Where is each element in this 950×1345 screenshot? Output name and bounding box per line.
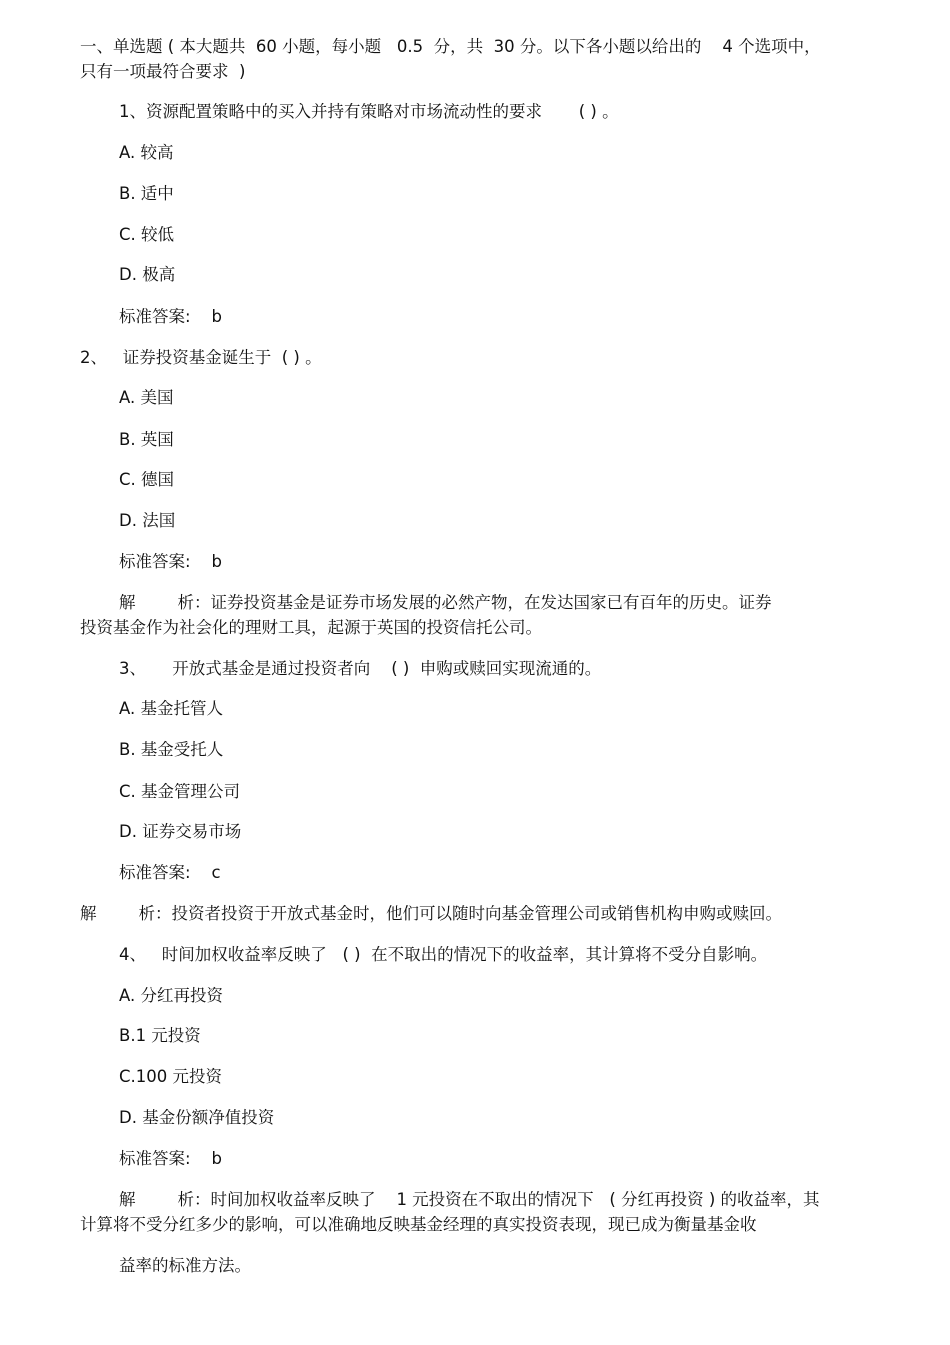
question-2-option-c: C. 德国	[119, 470, 175, 489]
question-3-analysis: 解 析：投资者投资于开放式基金时，他们可以随时向基金管理公司或销售机构申购或赎回。	[80, 904, 782, 923]
question-1-option-b: B. 适中	[119, 184, 174, 203]
question-4-option-a: A. 分红再投资	[119, 986, 223, 1005]
question-3-option-a: A. 基金托管人	[119, 699, 223, 718]
question-4-analysis-end: 益率的标准方法。	[119, 1256, 251, 1275]
question-4-option-c: C.100 元投资	[119, 1067, 223, 1086]
question-4-option-d: D. 基金份额净值投资	[119, 1108, 275, 1127]
question-4-answer: 标准答案: b	[119, 1149, 223, 1168]
section-heading: 一、单选题 ( 本大题共 60 小题，每小题 0.5 分，共 30 分。以下各小题以给出的 4 个选项中，	[80, 37, 821, 56]
question-1-answer: 标准答案: b	[119, 307, 223, 326]
section-heading-continued: 只有一项最符合要求 )	[80, 62, 246, 81]
question-1-option-c: C. 较低	[119, 225, 175, 244]
question-4-stem: 4、 时间加权收益率反映了 ( ) 在不取出的情况下的收益率，其计算将不受分自影响。	[119, 945, 768, 964]
question-1-option-d: D. 极高	[119, 265, 176, 284]
question-3-stem: 3、 开放式基金是通过投资者向 ( ) 申购或赎回实现流通的。	[119, 659, 602, 678]
question-4-option-b: B.1 元投资	[119, 1026, 201, 1045]
question-2-analysis: 解 析：证券投资基金是证券市场发展的必然产物，在发达国家已有百年的历史。证券	[119, 593, 772, 612]
question-1-option-a: A. 较高	[119, 143, 174, 162]
question-3-option-c: C. 基金管理公司	[119, 782, 241, 801]
question-3-answer: 标准答案: c	[119, 863, 221, 882]
question-1-stem: 1、资源配置策略中的买入并持有策略对市场流动性的要求 ( ) 。	[119, 102, 619, 121]
question-4-analysis: 解 析：时间加权收益率反映了 1 元投资在不取出的情况下 ( 分红再投资 ) 的收益率，其	[119, 1190, 820, 1209]
question-2-stem: 2、 证券投资基金诞生于 ( ) 。	[80, 348, 322, 367]
question-2-option-b: B. 英国	[119, 430, 174, 449]
question-4-analysis-continued: 计算将不受分红多少的影响，可以准确地反映基金经理的真实投资表现，现已成为衡量基金收	[80, 1215, 757, 1234]
question-2-option-a: A. 美国	[119, 388, 174, 407]
question-2-analysis-continued: 投资基金作为社会化的理财工具，起源于英国的投资信托公司。	[80, 618, 542, 637]
question-3-option-d: D. 证券交易市场	[119, 822, 242, 841]
question-2-option-d: D. 法国	[119, 511, 176, 530]
question-2-answer: 标准答案: b	[119, 552, 223, 571]
question-3-option-b: B. 基金受托人	[119, 740, 224, 759]
